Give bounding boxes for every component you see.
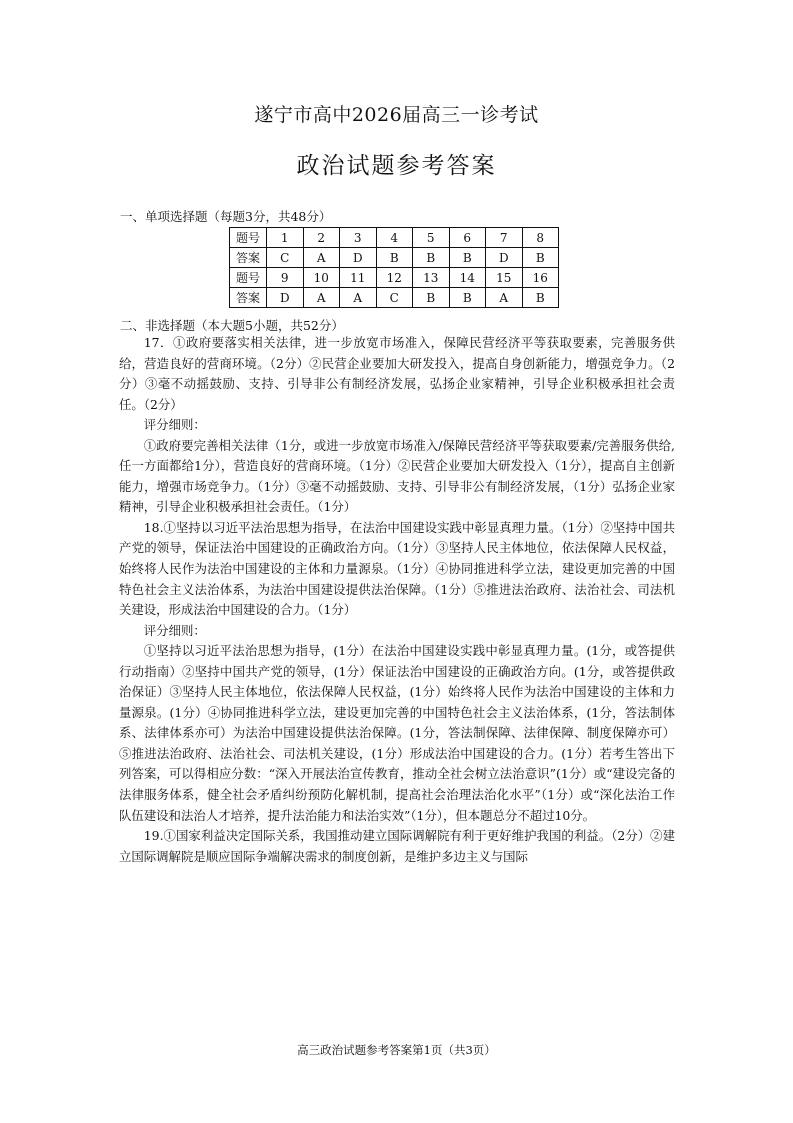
document-title: 遂宁市高中2026届高三一诊考试 — [254, 104, 539, 126]
answer-table-cell: 11 — [340, 268, 377, 288]
section-2-heading: 二、非选择题（本大题5小题，共52分） — [120, 318, 344, 333]
answer-table-row — [230, 228, 559, 248]
answer-table-cell: D — [340, 248, 377, 268]
answer-table-cell: D — [267, 288, 304, 308]
answer-table-cell: 15 — [486, 268, 523, 288]
q17-scoring-detail: ①政府要完善相关法律（1分，或进一步放宽市场准入/保障民营经济平等获取要素/完善服务供给,任一方面都给1分），营造良好的营商环境。（1分）②民营企业要加大研发投入（1分），提高自主创新能力，增强市场竞争力。（1分）③毫不动摇鼓励、支持、引导非公有制经济发展，（1分）弘扬企业家精神，引导企业积极承担社会责任。（1分） — [119, 437, 675, 515]
answer-table-cell: 13 — [413, 268, 450, 288]
answer-table-cell: 8 — [522, 228, 559, 248]
answer-table-cell: B — [449, 288, 486, 308]
answer-table-cell: 2 — [303, 228, 340, 248]
answer-table-cell: B — [413, 288, 450, 308]
q18-scoring-label: 评分细则： — [143, 622, 206, 638]
document-subtitle: 政治试题参考答案 — [296, 153, 497, 179]
answer-table-cell: B — [522, 288, 559, 308]
q17-scoring-label: 评分细则： — [143, 417, 206, 433]
answer-table-cell: 4 — [376, 228, 413, 248]
answer-table-cell: 14 — [449, 268, 486, 288]
answer-table-cell: B — [522, 248, 559, 268]
q18-answer: 18.①坚持以习近平法治思想为指导，在法治中国建设实践中彰显真理力量。（1分）②坚持中国共产党的领导，保证法治中国建设的正确政治方向。（1分）③坚持人民主体地位，依法保障人民权益，始终将人民作为法治中国建设的主体和力量源泉。（1分）④协同推进科学立法，建设更加完善的中国特色社会主义法治体系，为法治中国建设提供法治保障。（1分）⑤推进法治政府、法治社会、司法机关建设，形成法治中国建设的合力。（1分） — [119, 519, 675, 618]
answer-body — [119, 333, 675, 867]
answer-table-cell: D — [486, 248, 523, 268]
answer-table-cell: C — [267, 248, 304, 268]
answer-table-row — [230, 288, 559, 308]
answer-table-cell: 5 — [413, 228, 450, 248]
answer-table-cell: C — [376, 288, 413, 308]
section-1-heading: 一、单项选择题（每题3分，共48分） — [120, 209, 332, 224]
answer-table-cell: 6 — [449, 228, 486, 248]
answer-table-cell: 10 — [303, 268, 340, 288]
answer-table-cell: 9 — [267, 268, 304, 288]
answer-table-cell: A — [486, 288, 523, 308]
answer-table-row — [230, 268, 559, 288]
q18-scoring-detail: ①坚持以习近平法治思想为指导，(1分）在法治中国建设实践中彰显真理力量。(1分，或答提供行动指南）②坚持中国共产党的领导，(1分）保证法治中国建设的正确政治方向。(1分，或答提供政治保证）③坚持人民主体地位，依法保障人民权益，(1分）始终将人民作为法治中国建设的主体和力量源泉。(1分）④协同推进科学立法，建设更加完善的中国特色社会主义法治体系，(1分，答法制体系、法律体系亦可）为法治中国建设提供法治保障。(1分，答法制保障、法律保障、制度保障亦可）⑤推进法治政府、法治社会、司法机关建设，(1分）形成法治中国建设的合力。(1分）若考生答出下列答案，可以得相应分数：“深入开展法治宣传教育，推动全社会树立法治意识”(1分）或“建设完备的法律服务体系，健全社会矛盾纠纷预防化解机制，提高社会治理法治化水平”（1分）或“深化法治工作队伍建设和法治人才培养，提升法治能力和法治实效”（1分），但本题总分不超过10分。 — [119, 643, 675, 823]
answer-table-row-header: 题号 — [230, 268, 267, 288]
answer-table-cell: A — [340, 288, 377, 308]
answer-table — [229, 227, 559, 308]
answer-table-row-header: 答案 — [230, 288, 267, 308]
answer-table-cell: 12 — [376, 268, 413, 288]
answer-table-cell: 3 — [340, 228, 377, 248]
answer-table-cell: B — [413, 248, 450, 268]
answer-table-row-header: 答案 — [230, 248, 267, 268]
answer-table-cell: 16 — [522, 268, 559, 288]
answer-table-cell: B — [376, 248, 413, 268]
q17-answer: 17．①政府要落实相关法律，进一步放宽市场准入，保障民营经济平等获取要素，完善服务供给，营造良好的营商环境。（2分）②民营企业要加大研发投入，提高自身创新能力，增强竞争力。（2分）③毫不动摇鼓励、支持、引导非公有制经济发展，弘扬企业家精神，引导企业积极承担社会责任。（2分） — [119, 335, 675, 412]
answer-table-cell: A — [303, 248, 340, 268]
answer-table-row — [230, 248, 559, 268]
answer-table-row-header: 题号 — [230, 228, 267, 248]
answer-table-cell: A — [303, 288, 340, 308]
page-footer: 高三政治试题参考答案第1页（共3页） — [297, 1043, 496, 1057]
answer-table-cell: 7 — [486, 228, 523, 248]
answer-table-cell: B — [449, 248, 486, 268]
answer-table-cell: 1 — [267, 228, 304, 248]
q19-answer: 19.①国家利益决定国际关系，我国推动建立国际调解院有利于更好维护我国的利益。（2分）②建立国际调解院是顺应国际争端解决需求的制度创新，是维护多边主义与国际 — [119, 828, 675, 864]
